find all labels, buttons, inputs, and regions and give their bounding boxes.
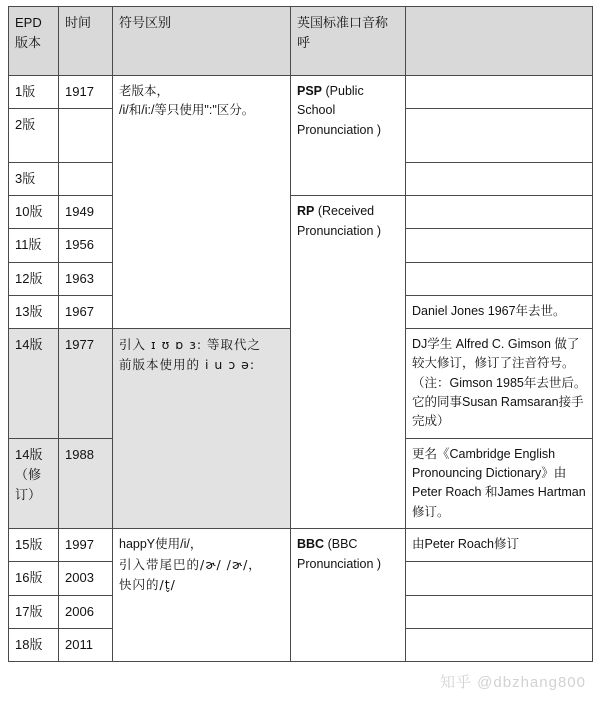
cell-symbol-group-old <box>113 76 291 329</box>
cell-notes <box>406 76 593 109</box>
watermark: 知乎 @dbzhang800 <box>440 674 586 691</box>
cell-year: 2003 <box>59 562 113 595</box>
cell-version: 12版 <box>9 262 59 295</box>
cell-notes <box>406 595 593 628</box>
cell-accent-psp <box>291 76 406 196</box>
column-header-notes <box>406 7 593 76</box>
cell-notes: 由Peter Roach修订 <box>406 529 593 562</box>
symbol-text-line2: /i/和/i:/等只使用":"区分。 <box>119 103 255 118</box>
cell-notes <box>406 562 593 595</box>
cell-notes <box>406 262 593 295</box>
cell-version: 11版 <box>9 229 59 262</box>
cell-notes: Daniel Jones 1967年去世。 <box>406 295 593 328</box>
column-header-accent: 英国标准口音称呼 <box>291 7 406 76</box>
table-row <box>9 529 593 562</box>
cell-version: 17版 <box>9 595 59 628</box>
accent-full-psp: (Public School Pronunciation ) <box>297 84 382 137</box>
cell-year: 1967 <box>59 295 113 328</box>
cell-year: 1977 <box>59 328 113 438</box>
symbol-text-line1: 老版本， <box>119 84 170 98</box>
cell-year: 1956 <box>59 229 113 262</box>
table-body <box>9 76 593 662</box>
column-header-year: 时间 <box>59 7 113 76</box>
cell-notes: 更名《Cambridge English Pronouncing Dictionary》由Peter Roach 和James Hartman 修订。 <box>406 438 593 529</box>
symbol-text-line1: 引入 ɪ ʊ ɒ ɜ: 等取代之 <box>119 336 262 352</box>
cell-notes <box>406 109 593 163</box>
symbol-text-line2: 引入带尾巴的/ɚ/ /ɚ/， <box>119 556 262 572</box>
cell-year: 2006 <box>59 595 113 628</box>
cell-year <box>59 163 113 196</box>
symbol-text-line3: 快闪的/t̬/ <box>119 576 176 592</box>
cell-version: 13版 <box>9 295 59 328</box>
cell-version: 1版 <box>9 76 59 109</box>
symbol-text-line1: happY使用/i/， <box>119 537 203 552</box>
cell-year: 1963 <box>59 262 113 295</box>
cell-version: 14版 <box>9 328 59 438</box>
epd-version-table <box>8 6 593 662</box>
table-row <box>9 196 593 229</box>
cell-version: 15版 <box>9 529 59 562</box>
cell-year: 1988 <box>59 438 113 529</box>
cell-notes: DJ学生 Alfred C. Gimson 做了较大修订，修订了注音符号。（注：Gimson 1985年去世后。它的同事Susan Ramsaran接手完成） <box>406 328 593 438</box>
cell-version: 14版（修订） <box>9 438 59 529</box>
accent-abbr-psp: PSP <box>297 84 323 98</box>
accent-abbr-rp: RP <box>297 204 315 219</box>
cell-year: 1997 <box>59 529 113 562</box>
table-row <box>9 76 593 109</box>
cell-symbol-group-happy <box>113 529 291 662</box>
cell-accent-bbc <box>291 529 406 662</box>
header-row <box>9 7 593 76</box>
epd-version-table-container <box>8 6 592 662</box>
cell-notes <box>406 163 593 196</box>
accent-full-rp: (Received Pronunciation ) <box>297 204 382 238</box>
table-header <box>9 7 593 76</box>
cell-version: 3版 <box>9 163 59 196</box>
column-header-version: EPD 版本 <box>9 7 59 76</box>
cell-year: 1917 <box>59 76 113 109</box>
cell-version: 18版 <box>9 628 59 661</box>
cell-symbol-group-gimson <box>113 328 291 528</box>
cell-notes <box>406 628 593 661</box>
cell-year <box>59 109 113 163</box>
cell-year: 2011 <box>59 628 113 661</box>
cell-version: 2版 <box>9 109 59 163</box>
column-header-symbol: 符号区别 <box>113 7 291 76</box>
accent-full-bbc: (BBC Pronunciation ) <box>297 537 382 571</box>
cell-notes <box>406 229 593 262</box>
accent-abbr-bbc: BBC <box>297 537 325 552</box>
cell-notes <box>406 196 593 229</box>
cell-version: 10版 <box>9 196 59 229</box>
cell-accent-rp <box>291 196 406 529</box>
cell-version: 16版 <box>9 562 59 595</box>
symbol-text-line2: 前版本使用的 i u ɔ ə: <box>119 357 256 373</box>
cell-year: 1949 <box>59 196 113 229</box>
